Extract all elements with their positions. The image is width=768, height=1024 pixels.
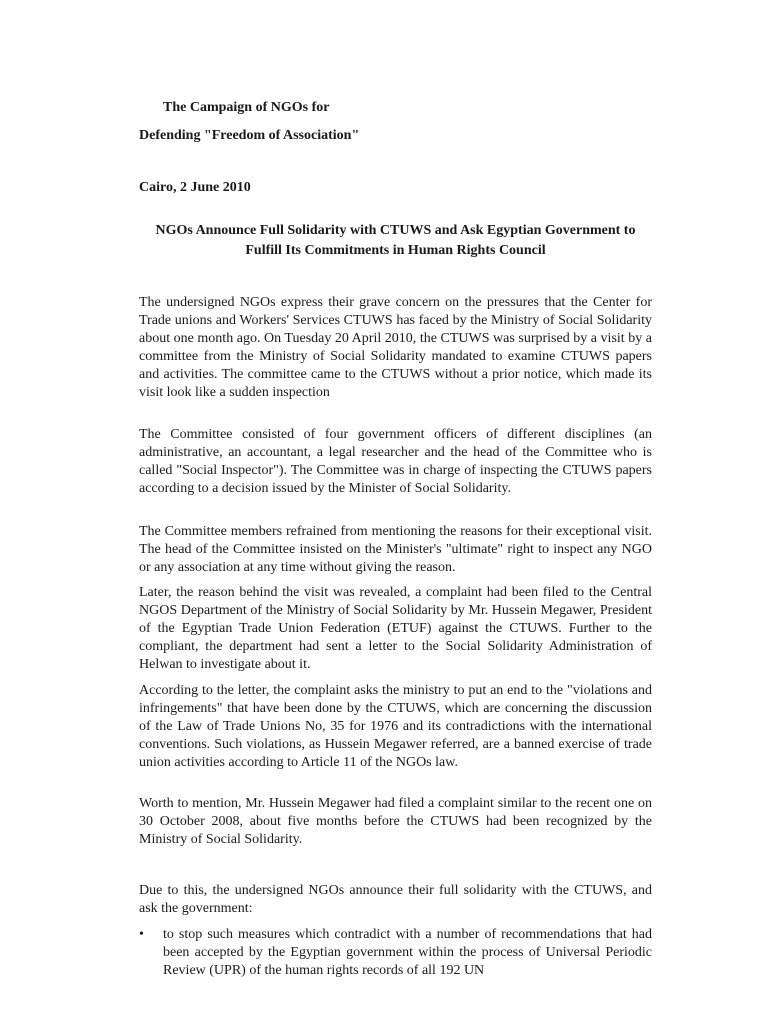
paragraph-6: Worth to mention, Mr. Hussein Megawer had filed a complaint similar to the recent one on 30 October 2008, about five months before the CTUWS had been recognized by the Ministry of Social Solidarity. [139,796,652,847]
headline: NGOs Announce Full Solidarity with CTUWS and Ask Egyptian Government to Fulfill Its Commitments in Human Rights Council [155,223,636,258]
paragraph-3: The Committee members refrained from mentioning the reasons for their exceptional visit. The head of the Committee insisted on the Minister's "ultimate" right to inspect any NGO or any association at any time without giving the reason. [139,524,652,575]
paragraph-2: The Committee consisted of four government officers of different disciplines (an administrative, an accountant, a legal researcher and the head of the Committee who is called "Social Inspector"). The Committee was in charge of inspecting the CTUWS papers according to a decision issued by the Minister of Social Solidarity. [139,427,652,496]
bullet-marker: • [139,927,144,942]
paragraph-7: Due to this, the undersigned NGOs announce their full solidarity with the CTUWS, and ask the government: [139,883,652,916]
campaign-title-line-1: The Campaign of NGOs for [163,100,330,115]
campaign-title-line-2: Defending "Freedom of Association" [139,128,360,143]
paragraph-5: According to the letter, the complaint asks the ministry to put an end to the "violations and infringements" that have been done by the CTUWS, which are concerning the discussion of the Law of Trade Unions No, 35 for 1976 and its contradictions with the international conventions. Such violations, as Hussein Megawer referred, are a banned exercise of trade union activities according to Article 11 of the NGOs law. [139,683,652,770]
paragraph-4: Later, the reason behind the visit was revealed, a complaint had been filed to the Central NGOS Department of the Ministry of Social Solidarity by Mr. Hussein Megawer, President of the Egyptian Trade Union Federation (ETUF) against the CTUWS. Further to the compliant, the department had sent a letter to the Social Solidarity Administration of Helwan to investigate about it. [139,585,652,672]
dateline: Cairo, 2 June 2010 [139,180,251,195]
bullet-text: to stop such measures which contradict with a number of recommendations that had been accepted by the Egyptian government within the process of Universal Periodic Review (UPR) of the human rights records of all 192 UN [163,927,652,978]
paragraph-1: The undersigned NGOs express their grave concern on the pressures that the Center for Trade unions and Workers' Services CTUWS has faced by the Ministry of Social Solidarity about one month ago. On Tuesday 20 April 2010, the CTUWS was surprised by a visit by a committee from the Ministry of Social Solidarity mandated to examine CTUWS papers and activities. The committee came to the CTUWS without a prior notice, which made its visit look like a sudden inspection [139,295,652,400]
